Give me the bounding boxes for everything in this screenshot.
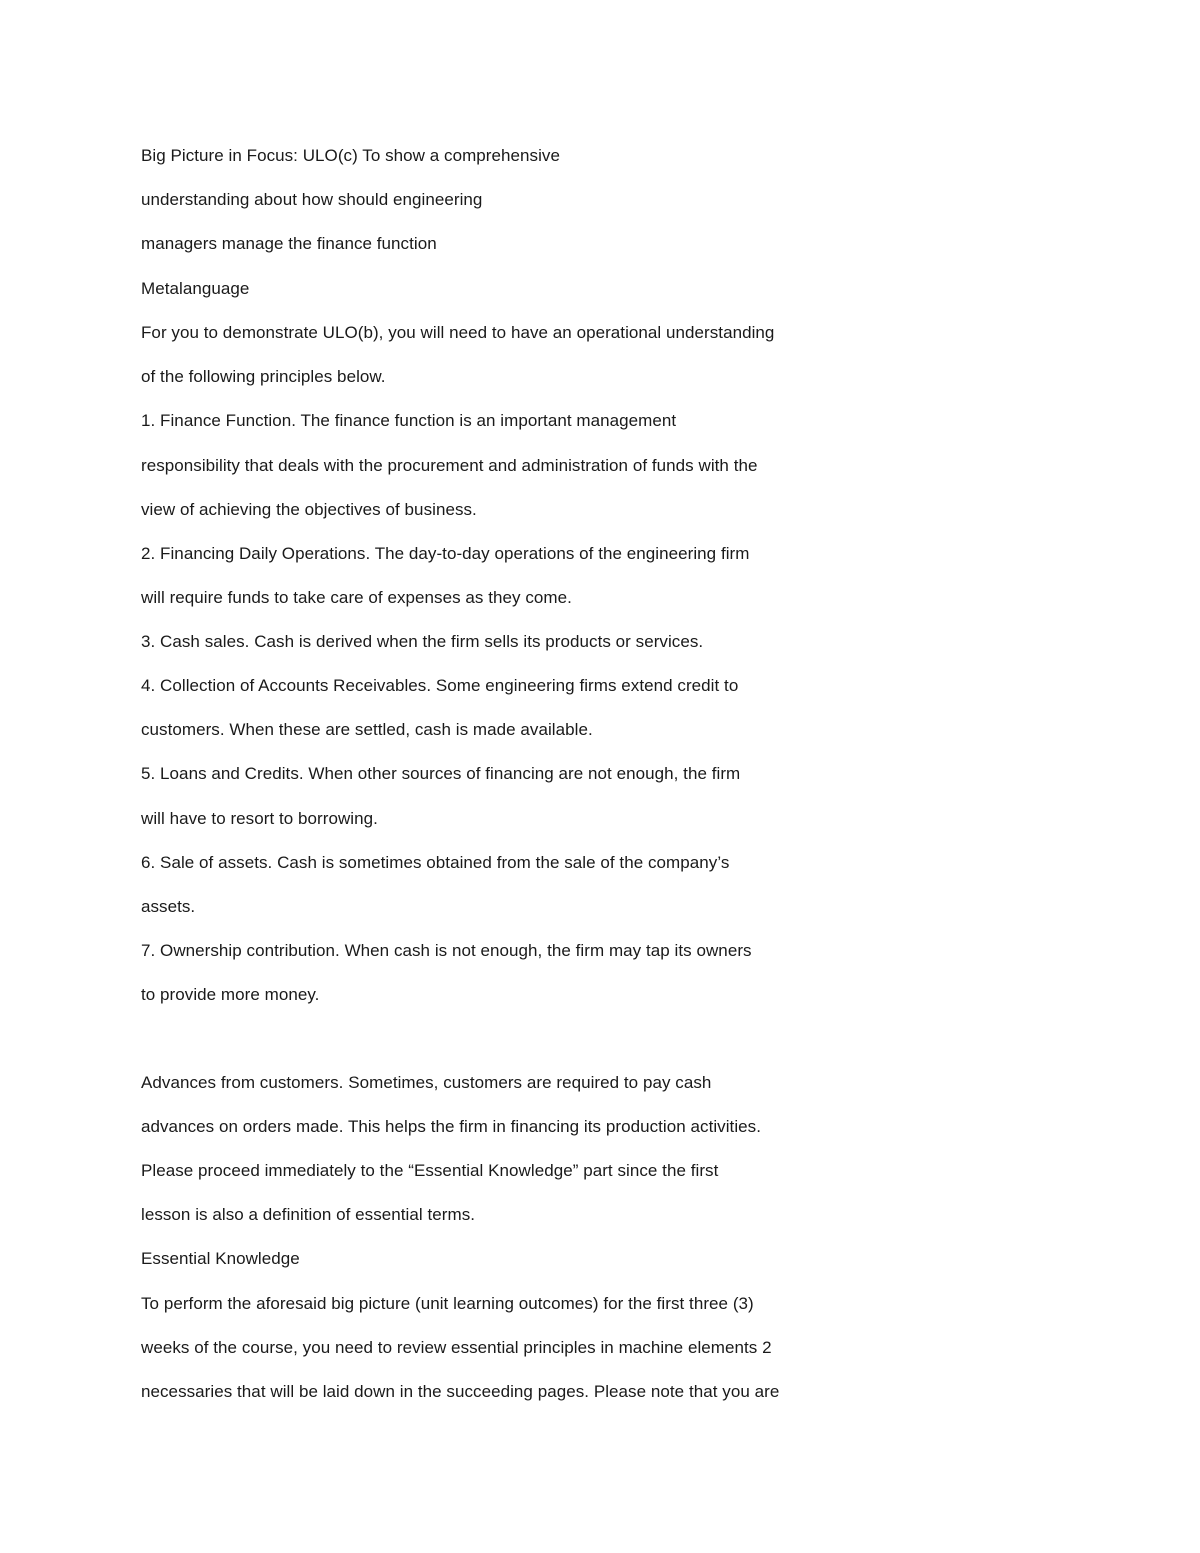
list-item-line: 5. Loans and Credits. When other sources of financing are not enough, the firm (141, 764, 741, 783)
text-line: weeks of the course, you need to review essential principles in machine elements 2 (141, 1338, 772, 1357)
list-item-line: 4. Collection of Accounts Receivables. Some engineering firms extend credit to (141, 676, 739, 695)
list-item-line: view of achieving the objectives of business. (141, 500, 477, 519)
text-line: lesson is also a definition of essential terms. (141, 1205, 476, 1224)
list-item-line: to provide more money. (141, 985, 320, 1004)
text-line: For you to demonstrate ULO(b), you will need to have an operational understanding (141, 323, 775, 342)
text-line: To perform the aforesaid big picture (unit learning outcomes) for the first three (3) (141, 1294, 754, 1313)
text-line: necessaries that will be laid down in the succeeding pages. Please note that you are (141, 1382, 780, 1401)
section-heading-metalanguage: Metalanguage (141, 279, 250, 298)
text-line: of the following principles below. (141, 367, 386, 386)
list-item-line: assets. (141, 897, 196, 916)
text-line: Advances from customers. Sometimes, customers are required to pay cash (141, 1073, 712, 1092)
text-line: Please proceed immediately to the “Essential Knowledge” part since the first (141, 1161, 719, 1180)
list-item-line: 2. Financing Daily Operations. The day-to-day operations of the engineering firm (141, 544, 750, 563)
section-heading-essential-knowledge: Essential Knowledge (141, 1249, 300, 1268)
list-item-line: responsibility that deals with the procurement and administration of funds with the (141, 456, 758, 475)
list-item-line: will require funds to take care of expenses as they come. (141, 588, 572, 607)
list-item-line: 7. Ownership contribution. When cash is not enough, the firm may tap its owners (141, 941, 752, 960)
text-line: managers manage the finance function (141, 234, 437, 253)
text-line: advances on orders made. This helps the firm in financing its production activities. (141, 1117, 761, 1136)
text-line: Big Picture in Focus: ULO(c) To show a comprehensive (141, 146, 560, 165)
list-item-line: 6. Sale of assets. Cash is sometimes obtained from the sale of the company’s (141, 853, 730, 872)
list-item-line: 3. Cash sales. Cash is derived when the firm sells its products or services. (141, 632, 704, 651)
list-item-line: will have to resort to borrowing. (141, 809, 378, 828)
list-item-line: 1. Finance Function. The finance function is an important management (141, 411, 677, 430)
list-item-line: customers. When these are settled, cash is made available. (141, 720, 593, 739)
text-line: understanding about how should engineering (141, 190, 483, 209)
